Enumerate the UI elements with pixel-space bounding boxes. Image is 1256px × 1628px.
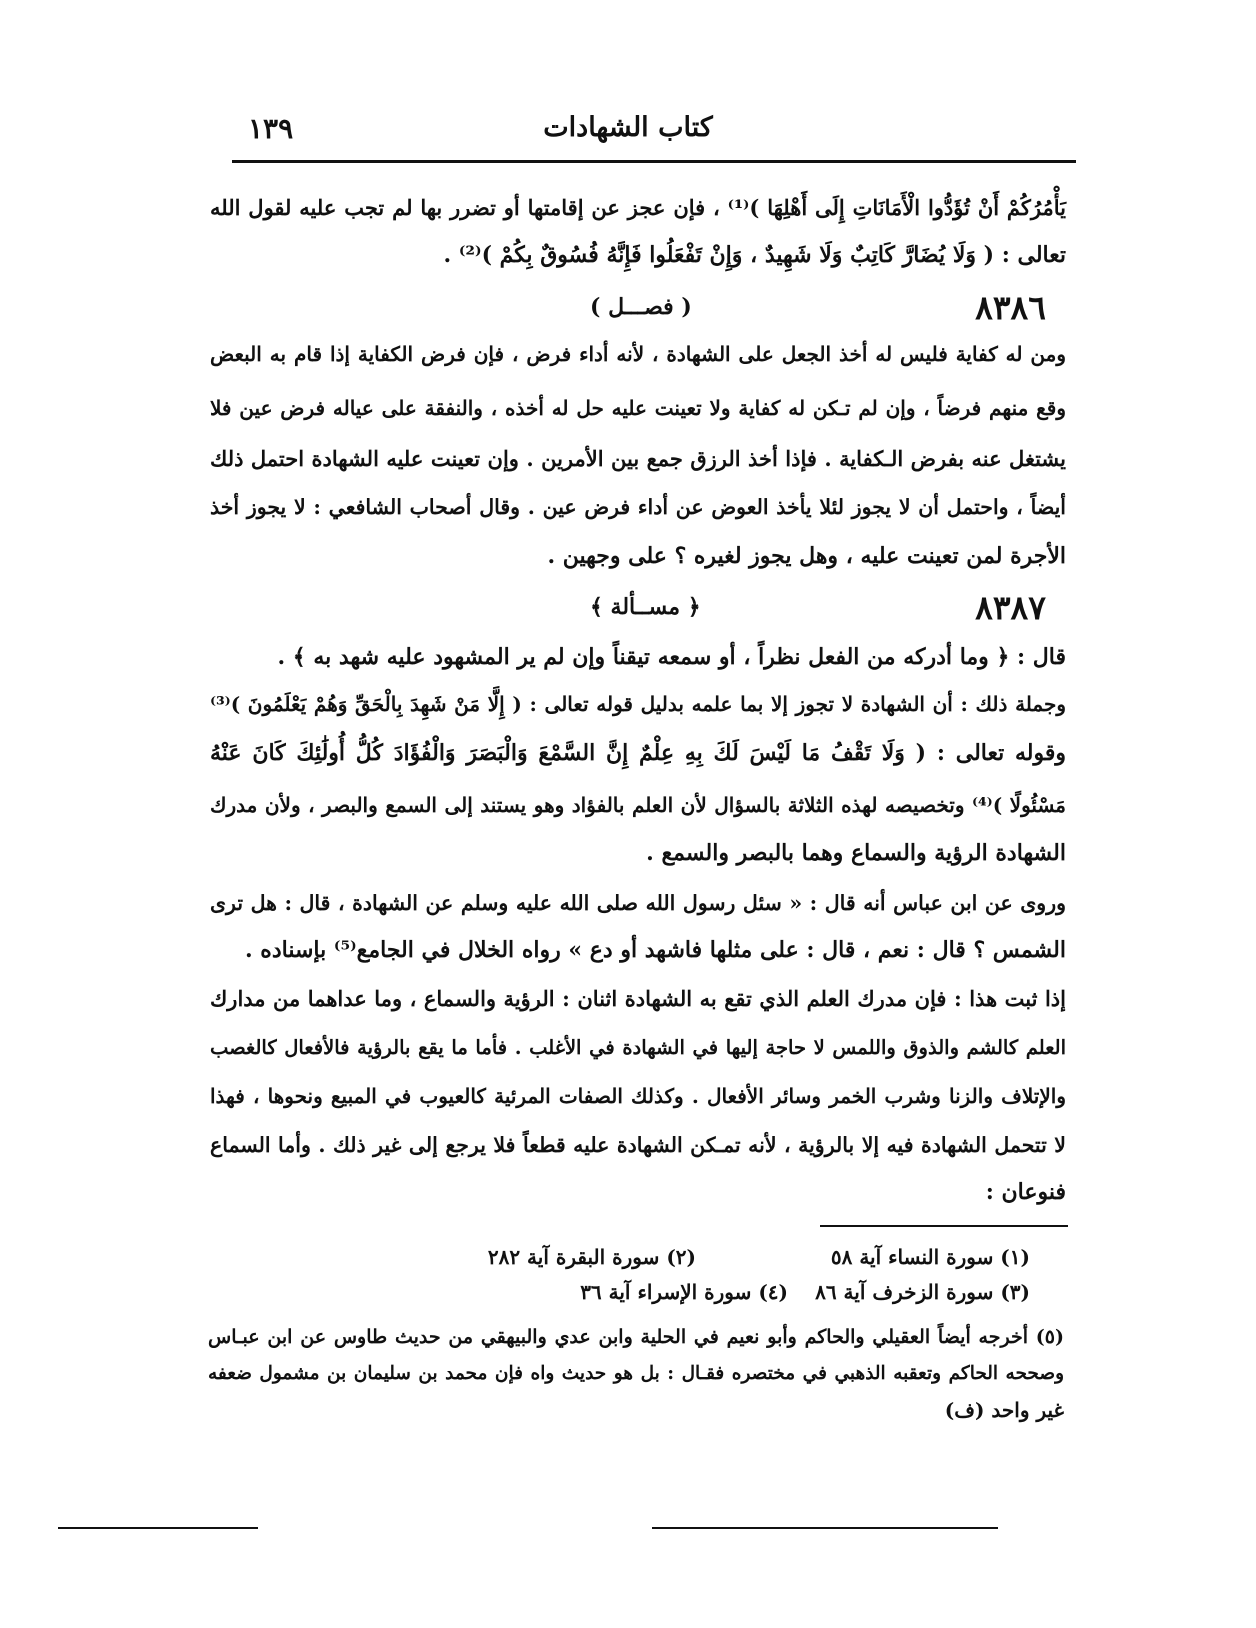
text-line: فنوعان : bbox=[985, 1179, 1066, 1205]
text-line: وجملة ذلك : أن الشهادة لا تجوز إلا بما علمه بدليل قوله تعالى : ( إِلَّا مَنْ شَهِدَ بِالْحَقِّ وَهُمْ يَعْلَمُونَ )⁽³⁾ bbox=[210, 692, 1066, 716]
text-line: مَسْئُولًا )⁽⁴⁾ وتخصيصه لهذه الثلاثة بالسؤال لأن العلم بالفؤاد وهو يستند إلى السمع والبصر ، ولأن مدرك bbox=[210, 793, 1066, 817]
text-line: العلم كالشم والذوق واللمس لا حاجة إليها في الشهادة في الأغلب . فأما ما يقع بالرؤية فالأفعال كالغصب bbox=[210, 1036, 1066, 1059]
section-heading bbox=[210, 588, 1066, 636]
text-line: وقوله تعالى : ( وَلَا تَقْفُ مَا لَيْسَ لَكَ بِهِ عِلْمٌ إِنَّ السَّمْعَ وَالْبَصَرَ وَالْفُؤَادَ كُلُّ أُولَٰئِكَ كَانَ عَنْهُ bbox=[210, 740, 1066, 766]
footnote-3: (٣) سورة الزخرف آية ٨٦ bbox=[815, 1280, 1030, 1304]
bottom-rule-left bbox=[58, 1527, 258, 1529]
footnote-5-line: وصححه الحاكم وتعقبه الذهبي في مختصره فقـال : بل هو حديث واه فإن محمد بن سليمان بن مشمول ضعفه bbox=[208, 1363, 1064, 1384]
section-number: ٨٣٨٦ bbox=[975, 288, 1046, 327]
page-number: ١٣٩ bbox=[248, 112, 294, 145]
text-line: يشتغل عنه بفرض الـكفاية . فإذا أخذ الرزق جمع بين الأمرين . وإن تعينت عليه الشهادة احتمل ذلك bbox=[210, 446, 1066, 471]
text-line: ومن له كفاية فليس له أخذ الجعل على الشهادة ، لأنه أداء فرض ، فإن فرض الكفاية إذا قام به البعض bbox=[210, 342, 1066, 366]
section-heading bbox=[210, 288, 1066, 336]
bottom-rule-right bbox=[652, 1527, 998, 1529]
text-line: الشمس ؟ قال : نعم ، قال : على مثلها فاشهد أو دع » رواه الخلال في الجامع⁽⁵⁾ بإسناده . bbox=[244, 937, 1066, 963]
section-label: ( فصـــل ) bbox=[590, 294, 692, 320]
header-rule bbox=[232, 160, 1076, 163]
footnote-5-line: (٥) أخرجه أيضاً العقيلي والحاكم وأبو نعيم في الحلية وابن عدي والبيهقي من حديث طاوس عن ابن عبـاس bbox=[208, 1326, 1064, 1348]
footnote-5-line: غير واحد (ف) bbox=[944, 1398, 1064, 1422]
text-line: يَأْمُرُكُمْ أَنْ تُؤَدُّوا الْأَمَانَاتِ إِلَى أَهْلِهَا )⁽¹⁾ ، فإن عجز عن إقامتها أو تضرر بها لم تجب عليه لقول الله bbox=[210, 195, 1066, 220]
footnote-rule bbox=[820, 1225, 1068, 1227]
footnote-1: (١) سورة النساء آية ٥٨ bbox=[830, 1245, 1030, 1269]
text-line: الأجرة لمن تعينت عليه ، وهل يجوز لغيره ؟ على وجهين . bbox=[547, 543, 1066, 569]
footnote-2: (٢) سورة البقرة آية ٢٨٢ bbox=[487, 1245, 696, 1269]
text-line: إذا ثبت هذا : فإن مدرك العلم الذي تقع به الشهادة اثنان : الرؤية والسماع ، وما عداهما من مدارك bbox=[210, 986, 1066, 1011]
text-line: قال : ﴿ وما أدركه من الفعل نظراً ، أو سمعه تيقناً وإن لم ير المشهود عليه شهد به ﴾ . bbox=[277, 644, 1066, 670]
text-line: الشهادة الرؤية والسماع وهما بالبصر والسمع . bbox=[646, 840, 1066, 866]
footnote-4: (٤) سورة الإسراء آية ٣٦ bbox=[580, 1280, 788, 1304]
section-number: ٨٣٨٧ bbox=[975, 588, 1046, 627]
text-line: لا تتحمل الشهادة فيه إلا بالرؤية ، لأنه تمـكن الشهادة عليه قطعاً فلا يرجع إلى غير ذلك . وأما السماع bbox=[210, 1133, 1066, 1157]
text-line: وروى عن ابن عباس أنه قال : « سئل رسول الله صلى الله عليه وسلم عن الشهادة ، قال : هل ترى bbox=[210, 891, 1066, 915]
text-line: وقع منهم فرضاً ، وإن لم تـكن له كفاية ولا تعينت عليه حل له أخذه ، والنفقة على عياله فرض عين فلا bbox=[210, 396, 1066, 420]
text-line: أيضاً ، واحتمل أن لا يجوز لئلا يأخذ العوض عن أداء فرض عين . وقال أصحاب الشافعي : لا يجوز أخذ bbox=[210, 495, 1066, 519]
text-line: والإتلاف والزنا وشرب الخمر وسائر الأفعال . وكذلك الصفات المرئية كالعيوب في المبيع ونحوها ، فهذا bbox=[210, 1084, 1066, 1108]
running-title: كتاب الشهادات bbox=[543, 112, 713, 143]
section-label: ﴿ مســألة ﴾ bbox=[590, 594, 701, 620]
text-line: تعالى : ( وَلَا يُضَارَّ كَاتِبٌ وَلَا شَهِيدٌ ، وَإِنْ تَفْعَلُوا فَإِنَّهُ فُسُوقٌ بِكُمْ )⁽²⁾ . bbox=[443, 242, 1066, 268]
